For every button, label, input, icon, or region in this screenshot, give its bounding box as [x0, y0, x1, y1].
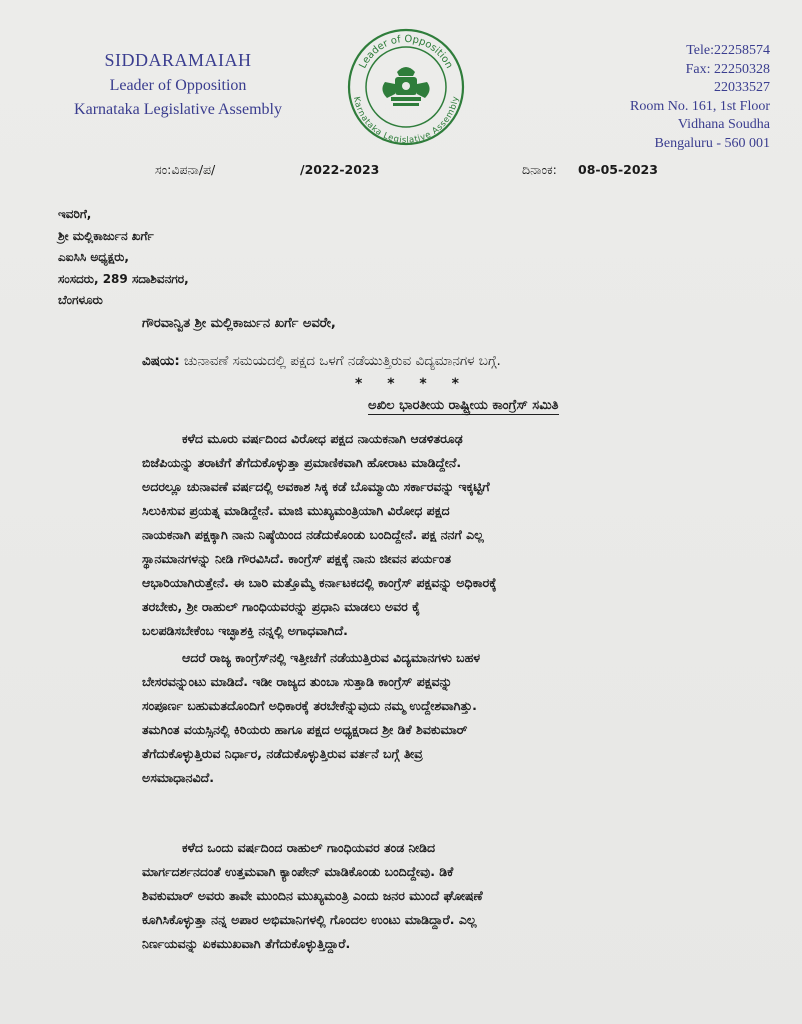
- seal-text-top: Leader of Opposition: [357, 33, 455, 71]
- paragraph-line: ಆದರೆ ರಾಜ್ಯ ಕಾಂಗ್ರೆಸ್‌ನಲ್ಲಿ ಇತ್ತೀಚೆಗೆ ನಡೆಯುತ್ತಿರುವ ವಿದ್ಯಮಾನಗಳು ಬಹಳ: [182, 650, 481, 665]
- paragraph-line: ಸಿಲುಕಿಸುವ ಪ್ರಯತ್ನ ಮಾಡಿದ್ದೇನೆ. ಮಾಜಿ ಮುಖ್ಯಮಂತ್ರಿಯಾಗಿ ವಿರೋಧ ಪಕ್ಷದ: [142, 503, 450, 518]
- paragraph-line: ಸ್ಥಾನಮಾನಗಳನ್ನು ನೀಡಿ ಗೌರವಿಸಿದೆ. ಕಾಂಗ್ರೆಸ್ ಪಕ್ಷಕ್ಕೆ ನಾನು ಜೀವನ ಪರ್ಯಂತ: [142, 551, 452, 566]
- date-value: 08-05-2023: [578, 162, 658, 177]
- recipient-address: [58, 204, 189, 312]
- address-line: ಸಂಸದರು, 289 ಸದಾಶಿವನಗರ,: [58, 271, 189, 286]
- contact-fax-2: 22033527: [714, 80, 770, 95]
- paragraph-line: ಅಸಮಾಧಾನವಿದೆ.: [142, 770, 214, 785]
- paragraph-line: ಶಿವಕುಮಾರ್ ಅವರು ತಾವೇ ಮುಂದಿನ ಮುಖ್ಯಮಂತ್ರಿ ಎಂದು ಜನರ ಮುಂದೆ ಘೋಷಣೆ: [142, 888, 483, 903]
- subject-text: ಚುನಾವಣೆ ಸಮಯದಲ್ಲಿ ಪಕ್ಷದ ಒಳಗೆ ನಡೆಯುತ್ತಿರುವ ವಿದ್ಯಮಾನಗಳ ಬಗ್ಗೆ.: [184, 353, 501, 369]
- party-heading: ಅಖಿಲ ಭಾರತೀಯ ರಾಷ್ಟ್ರೀಯ ಕಾಂಗ್ರೆಸ್ ಸಮಿತಿ: [368, 398, 559, 413]
- paragraph-line: ಕಳೆದ ಮೂರು ವರ್ಷದಿಂದ ವಿರೋಧ ಪಕ್ಷದ ನಾಯಕನಾಗಿ ಆಡಳಿತರೂಢ: [182, 431, 463, 446]
- paragraph-line: ಬಿಜೆಪಿಯನ್ನು ತರಾಟೆಗೆ ತೆಗೆದುಕೊಳ್ಳುತ್ತಾ ಪ್ರಮಾಣಿಕವಾಗಿ ಹೋರಾಟ ಮಾಡಿದ್ದೇನೆ.: [142, 455, 462, 470]
- paragraph-line: ಸಂಪೂರ್ಣ ಬಹುಮತದೊಂದಿಗೆ ಅಧಿಕಾರಕ್ಕೆ ತರಬೇಕೆನ್ನುವುದು ನಮ್ಮ ಉದ್ದೇಶವಾಗಿತ್ತು.: [142, 698, 477, 713]
- address-line: ಇವರಿಗೆ,: [58, 207, 92, 221]
- paragraph-line: ಅದರಲ್ಲೂ ಚುನಾವಣೆ ವರ್ಷದಲ್ಲಿ ಅವಕಾಶ ಸಿಕ್ಕ ಕಡೆ ಬೊಮ್ಮಾಯಿ ಸರ್ಕಾರವನ್ನು ಇಕ್ಕಟ್ಟಿಗೆ: [142, 479, 490, 494]
- contact-fax: Fax: 22250328: [685, 61, 770, 77]
- letterhead-left: [48, 50, 308, 119]
- address-line: ಬೆಂಗಳೂರು: [58, 293, 103, 307]
- contact-room: Room No. 161, 1st Floor: [629, 98, 770, 114]
- contact-tele: Tele:22258574: [686, 43, 770, 58]
- emblem-seal-icon: [347, 28, 465, 146]
- separator-stars: * * * *: [355, 376, 469, 392]
- letterhead-title: Leader of Opposition: [109, 77, 247, 94]
- paragraph-line: ಬಲಪಡಿಸಬೇಕೆಂಬ ಇಚ್ಛಾಶಕ್ತಿ ನನ್ನಲ್ಲಿ ಅಗಾಧವಾಗಿದೆ.: [142, 623, 348, 638]
- letterhead-contact: [550, 42, 770, 153]
- paragraph-line: ನಾಯಕನಾಗಿ ಪಕ್ಷಕ್ಕಾಗಿ ನಾನು ನಿಷ್ಠೆಯಿಂದ ನಡೆದುಕೊಂಡು ಬಂದಿದ್ದೇನೆ. ಪಕ್ಷ ನನಗೆ ಎಲ್ಲ: [142, 527, 484, 542]
- paragraph-line: ತರಬೇಕು, ಶ್ರೀ ರಾಹುಲ್ ಗಾಂಧಿಯವರನ್ನು ಪ್ರಧಾನಿ ಮಾಡಲು ಅವರ ಕೈ: [142, 599, 421, 614]
- letterhead-name: SIDDARAMAIAH: [104, 50, 252, 70]
- letterhead-assembly: Karnataka Legislative Assembly: [74, 101, 282, 118]
- paragraph-line: ಬೇಸರವನ್ನುಂಟು ಮಾಡಿದೆ. ಇಡೀ ರಾಜ್ಯದ ತುಂಬಾ ಸುತ್ತಾಡಿ ಕಾಂಗ್ರೆಸ್ ಪಕ್ಷವನ್ನು: [142, 674, 453, 689]
- paragraph-line: ತೆಗೆದುಕೊಳ್ಳುತ್ತಿರುವ ನಿರ್ಧಾರ, ನಡೆದುಕೊಳ್ಳುತ್ತಿರುವ ವರ್ತನೆ ಬಗ್ಗೆ ತೀವ್ರ: [142, 746, 423, 761]
- date-label: ದಿನಾಂಕ:: [522, 162, 557, 177]
- contact-building: Vidhana Soudha: [677, 117, 770, 132]
- paragraph-line: ಮಾರ್ಗದರ್ಶನದಂತೆ ಉತ್ತಮವಾಗಿ ಕ್ಯಾಂಪೇನ್ ಮಾಡಿಕೊಂಡು ಬಂದಿದ್ದೇವು. ಡಿಕೆ: [142, 864, 454, 879]
- paragraph-line: ಆಭಾರಿಯಾಗಿರುತ್ತೇನೆ. ಈ ಬಾರಿ ಮತ್ತೊಮ್ಮೆ ಕರ್ನಾಟಕದಲ್ಲಿ ಕಾಂಗ್ರೆಸ್ ಪಕ್ಷವನ್ನು ಅಧಿಕಾರಕ್ಕೆ: [142, 575, 497, 590]
- paragraph-line: ಕಳೆದ ಒಂದು ವರ್ಷದಿಂದ ರಾಹುಲ್ ಗಾಂಧಿಯವರ ತಂಡ ನೀಡಿದ: [182, 840, 436, 855]
- address-line: ಶ್ರೀ ಮಲ್ಲಿಕಾರ್ಜುನ ಖರ್ಗೆ: [58, 228, 154, 243]
- reference-year: /2022-2023: [300, 162, 380, 177]
- salutation: ಗೌರವಾನ್ವಿತ ಶ್ರೀ ಮಲ್ಲಿಕಾರ್ಜುನ ಖರ್ಗೆ ಅವರೇ,: [142, 316, 336, 331]
- paragraph-line: ನಿರ್ಣಯವನ್ನು ಏಕಮುಖವಾಗಿ ತೆಗೆದುಕೊಳ್ಳುತ್ತಿದ್ದಾರೆ.: [142, 936, 351, 951]
- body-paragraph-1: [142, 427, 662, 643]
- body-paragraph-3: [142, 836, 662, 956]
- address-line: ಎಐಸಿಸಿ ಅಧ್ಯಕ್ಷರು,: [58, 250, 129, 264]
- body-paragraph-2: [142, 646, 662, 790]
- contact-city: Bengaluru - 560 001: [654, 135, 770, 151]
- paragraph-line: ಕೂಗಿಸಿಕೊಳ್ಳುತ್ತಾ ನನ್ನ ಅಪಾರ ಅಭಿಮಾನಿಗಳಲ್ಲಿ ಗೊಂದಲ ಉಂಟು ಮಾಡಿದ್ದಾರೆ. ಎಲ್ಲ: [142, 912, 477, 927]
- seal-text-bottom: Karnataka Legislative Assembly: [350, 95, 462, 146]
- subject-label: ವಿಷಯ:: [142, 353, 180, 369]
- reference-number: ಸಂ:ವಿಪನಾ/ಪ/: [155, 162, 216, 177]
- subject-line: [142, 353, 501, 369]
- paragraph-line: ತಮಗಿಂತ ವಯಸ್ಸಿನಲ್ಲಿ ಕಿರಿಯರು ಹಾಗೂ ಪಕ್ಷದ ಅಧ್ಯಕ್ಷರಾದ ಶ್ರೀ ಡಿಕೆ ಶಿವಕುಮಾರ್: [142, 722, 468, 737]
